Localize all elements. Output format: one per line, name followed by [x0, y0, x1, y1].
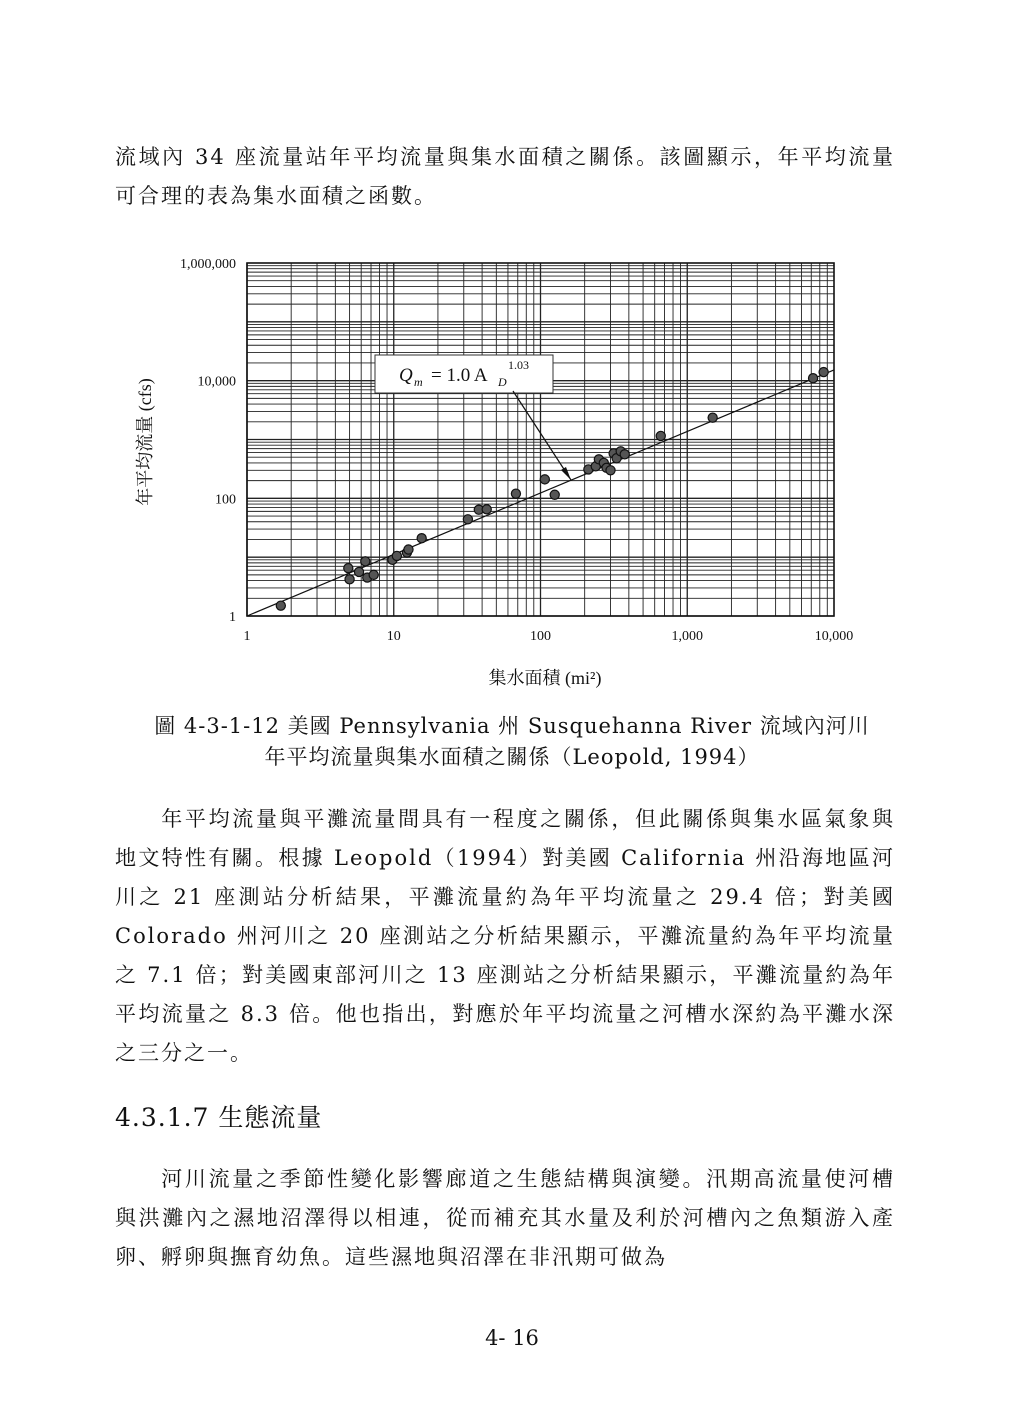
- data-point: [808, 374, 817, 383]
- chart-grid: [247, 263, 834, 616]
- data-point: [463, 515, 472, 524]
- data-point: [550, 490, 559, 499]
- data-point: [606, 466, 615, 475]
- data-point: [656, 431, 665, 440]
- tick-labels: [180, 257, 853, 644]
- data-point: [708, 413, 717, 422]
- x-tick-label: 1: [243, 629, 251, 644]
- data-point: [511, 489, 520, 498]
- paragraph-bankfull-relation: 年平均流量與平灘流量間具有一程度之關係，但此關係與集水區氣象與地文特性有關。根據 Leopold（1994）對美國 California 州沿海地區河川之 21 座測站分析結果，平灘流量約為年平均流量之 29.4 倍；對美國 Colorado 州河川之 20 座測站之分析結果顯示，平灘流量約為年平均流量之 7.1 倍；對美國東部河川之 13 座測站之分析結果顯示，平灘流量約為年平均流量之 8.3 倍。他也指出，對應於年平均流量之河槽水深約為平灘水深之三分之一。: [115, 807, 895, 1065]
- y-tick-label: 10,000: [197, 374, 236, 390]
- y-tick-label: 100: [215, 492, 236, 508]
- y-axis-label: 年平均流量 (cfs): [135, 378, 155, 506]
- figure-caption-line-1: 圖 4-3-1-12 美國 Pennsylvania 州 Susquehanna River 流域內河川: [154, 714, 870, 738]
- equation-lhs-subscript: m: [414, 375, 423, 389]
- x-tick-label: 10,000: [814, 629, 854, 644]
- data-point: [361, 557, 370, 566]
- data-point: [482, 505, 491, 514]
- data-point: [369, 570, 378, 579]
- discharge-area-chart: [125, 248, 865, 698]
- intro-paragraph: 流域內 34 座流量站年平均流量與集水面積之關係。該圖顯示，年平均流量可合理的表為集水面積之函數。: [115, 145, 895, 208]
- data-point: [620, 450, 629, 459]
- data-point: [819, 367, 828, 376]
- figure-caption-line-2: 年平均流量與集水面積之關係（Leopold, 1994）: [264, 745, 760, 769]
- y-tick-label: 1: [229, 610, 236, 625]
- x-tick-label: 100: [530, 629, 551, 644]
- data-point: [344, 564, 353, 573]
- x-axis-label: 集水面積 (mi²): [488, 668, 602, 688]
- x-tick-label: 1,000: [671, 629, 703, 644]
- y-tick-label: 1,000,000: [180, 257, 236, 272]
- data-point: [404, 545, 413, 554]
- page-number: 4- 16: [485, 1326, 539, 1350]
- data-point: [417, 534, 426, 543]
- data-point: [345, 575, 354, 584]
- paragraph-ecological-flow: 河川流量之季節性變化影響廊道之生態結構與演變。汛期高流量使河槽與洪灘內之濕地沼澤得以相連，從而補充其水量及利於河槽內之魚類游入產卵、孵卵與撫育幼魚。這些濕地與沼澤在非汛期可做為: [115, 1167, 895, 1269]
- data-point: [540, 475, 549, 484]
- equation-callout: [375, 355, 571, 480]
- equation-rhs: = 1.0 A: [431, 365, 488, 386]
- data-point: [354, 567, 363, 576]
- data-point: [276, 601, 285, 610]
- equation-exponent: 1.03: [508, 358, 529, 372]
- x-tick-label: 10: [386, 629, 401, 644]
- data-point: [392, 551, 401, 560]
- equation-lhs: Q: [399, 365, 413, 386]
- equation-rhs-subscript: D: [498, 375, 507, 389]
- section-heading: 4.3.1.7 生態流量: [115, 1103, 323, 1132]
- callout-arrow-head: [561, 467, 571, 480]
